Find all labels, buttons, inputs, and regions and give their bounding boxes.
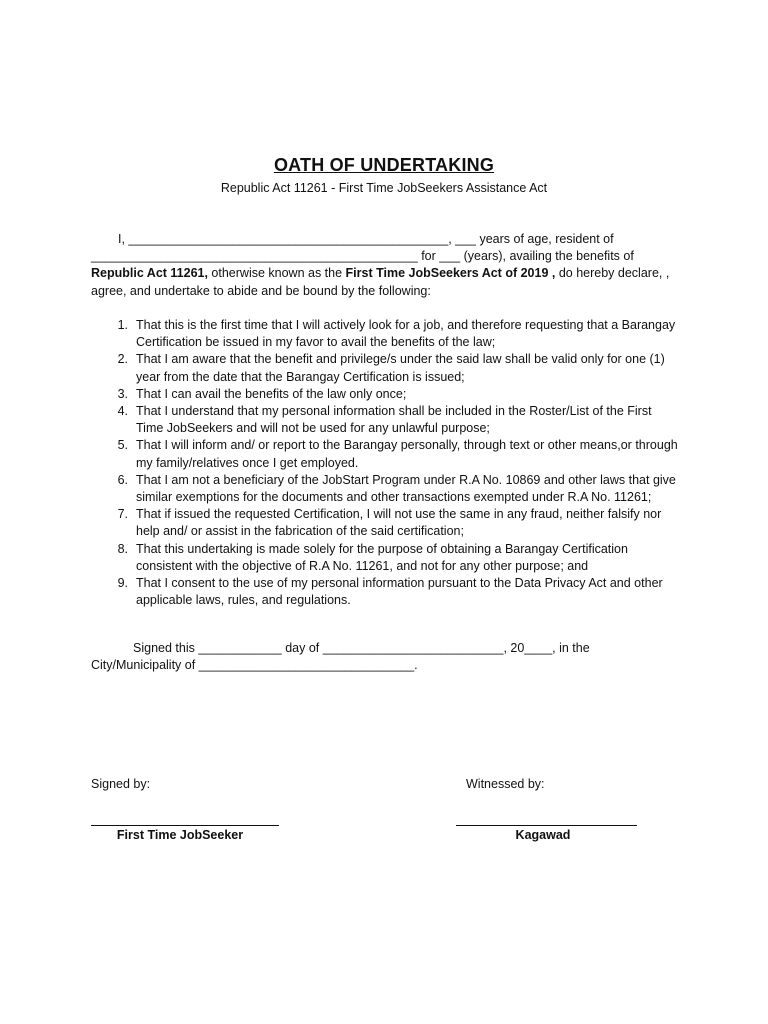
signed-line-1: Signed this ____________ day of __________________________, 20____, in the: [133, 641, 590, 655]
list-item: [108, 472, 678, 506]
list-item-number: 9.: [117, 576, 128, 591]
intro-line-2: _______________________________________________ for ___ (years), availing the benefits of: [91, 249, 634, 264]
list-item-number: 3.: [117, 386, 128, 401]
witness-name: Kagawad: [515, 828, 571, 842]
list-item-number: 7.: [117, 507, 128, 522]
intro-text-b: do hereby declare, ,: [555, 266, 670, 281]
intro-line-1: I, ______________________________________________, ___ years of age, resident of: [118, 232, 614, 246]
list-item: [108, 437, 678, 471]
intro-act-title: First Time JobSeekers Act of 2019 ,: [345, 266, 556, 281]
intro-paragraph: [91, 231, 681, 300]
signed-by-label: Signed by:: [91, 777, 151, 791]
list-item: [108, 506, 678, 540]
list-item-number: 2.: [117, 352, 128, 367]
list-item: [108, 351, 678, 385]
intro-line-3: [91, 265, 681, 282]
intro-line-4: agree, and undertake to abide and be bound by the following:: [91, 283, 431, 298]
list-item-number: 1.: [117, 318, 128, 332]
list-item-text: That I understand that my personal information shall be included in the Roster/List of the First Time JobSeekers and will not be used for any unlawful purpose;: [136, 404, 652, 436]
witnessed-by-label: Witnessed by:: [466, 777, 545, 791]
list-item-number: 8.: [117, 541, 128, 556]
signed-paragraph: [91, 640, 681, 674]
witness-signature-line: [456, 815, 637, 826]
list-item-text: That I will inform and/ or report to the Barangay personally, through text or other means,or through my family/relatives once I get employed.: [136, 438, 678, 470]
list-item-text: That I can avail the benefits of the law only once;: [136, 386, 407, 401]
list-item-text: That I am aware that the benefit and privilege/s under the said law shall be valid only for one (1) year from the date that the Barangay Certification is issued;: [136, 352, 665, 384]
list-item-text: That I am not a beneficiary of the JobStart Program under R.A No. 10869 and other laws that give similar exemptions for the documents and other transactions exempted under R.A No. 11261;: [136, 472, 676, 505]
signed-line-2: City/Municipality of _______________________________.: [91, 658, 418, 673]
document-subtitle: Republic Act 11261 - First Time JobSeekers Assistance Act: [220, 181, 548, 195]
list-item: [108, 403, 678, 437]
list-item-number: 4.: [117, 404, 128, 419]
undertaking-list: [108, 317, 678, 609]
list-item: [108, 541, 678, 575]
document-title: OATH OF UNDERTAKING: [273, 155, 495, 175]
list-item: [108, 386, 678, 403]
list-item-text: That I consent to the use of my personal information pursuant to the Data Privacy Act and other applicable laws, rules, and regulations.: [136, 576, 663, 608]
signer-signature-line: [91, 815, 279, 826]
signer-name: First Time JobSeeker: [116, 828, 244, 842]
list-item-text: That this undertaking is made solely for the purpose of obtaining a Barangay Certification consistent with the objective of R.A No. 11261, and not for any other purpose; and: [136, 541, 628, 573]
list-item-text: That if issued the requested Certification, I will not use the same in any fraud, neither falsify nor help and/ or assist in the fabrication of the said certification;: [136, 507, 662, 539]
intro-act-name: Republic Act 11261,: [91, 266, 208, 281]
list-item: [108, 317, 678, 351]
intro-text-a: otherwise known as the: [207, 266, 346, 281]
list-item-number: 5.: [117, 438, 128, 453]
list-item: [108, 575, 678, 609]
list-item-number: 6.: [117, 472, 128, 487]
list-item-text: That this is the first time that I will actively look for a job, and therefore requesting that a Barangay Certification be issued in my favor to avail the benefits of the law;: [136, 318, 676, 350]
